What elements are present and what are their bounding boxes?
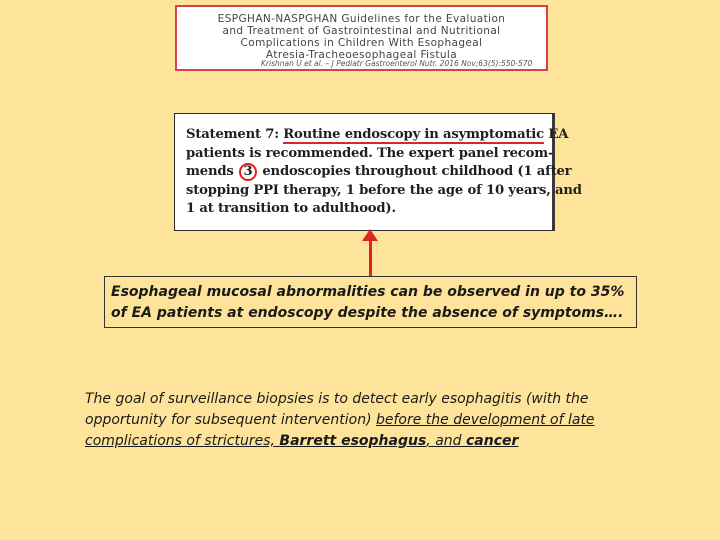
statement-label: Statement 7: [186, 127, 284, 142]
guideline-title-line: ESPGHAN-NASPGHAN Guidelines for the Evaluation [217, 13, 506, 25]
arrow-shaft [369, 236, 372, 276]
statement-line [186, 126, 569, 145]
statement-box [174, 113, 582, 231]
statement-line: patients is recommended. The expert panel recom- [186, 145, 554, 161]
statement-text-fragment: EA [543, 127, 569, 142]
statement-text [186, 126, 582, 219]
guideline-title-line: Atresia-Tracheoesophageal Fistula [265, 49, 458, 61]
goal-underlined-text: complications of strictures, [85, 433, 280, 449]
guideline-title-line: Complications in Children With Esophageal [240, 37, 483, 49]
statement-highlight: Routine endoscopy in asymptomatic [283, 127, 544, 142]
statement-line [186, 163, 572, 182]
statement-line: stopping PPI therapy, 1 before the age of 10 years, and [186, 182, 582, 198]
guideline-title-line: and Treatment of Gastrointestinal and Nutritional [222, 25, 501, 37]
guideline-citation: Krishnan U et al. – J Pediatr Gastroenterol Nutr. 2016 Nov;63(5):550-570 [261, 59, 533, 68]
guideline-header-box [175, 5, 548, 71]
goal-line [85, 431, 645, 452]
goal-line [85, 410, 645, 431]
observation-text: Esophageal mucosal abnormalities can be observed in up to 35% of EA patients at endoscopy despite the absence of symptoms…. [111, 284, 625, 321]
circled-number: 3 [239, 163, 257, 181]
statement-text-fragment: mends [186, 164, 238, 180]
goal-underlined-text: , and [426, 433, 466, 449]
goal-underlined-text: before the development of late [375, 412, 595, 428]
goal-paragraph [85, 389, 645, 452]
goal-line: The goal of surveillance biopsies is to detect early esophagitis (with the [85, 391, 589, 407]
statement-text-fragment: endoscopies throughout childhood (1 after [257, 164, 572, 180]
goal-emphasis-barrett: Barrett esophagus [279, 433, 427, 449]
goal-emphasis-cancer: cancer [466, 433, 519, 449]
goal-text-fragment: opportunity for subsequent intervention) [85, 412, 376, 428]
guideline-title [177, 13, 546, 61]
statement-line: 1 at transition to adulthood). [186, 201, 396, 217]
observation-box [104, 276, 637, 328]
